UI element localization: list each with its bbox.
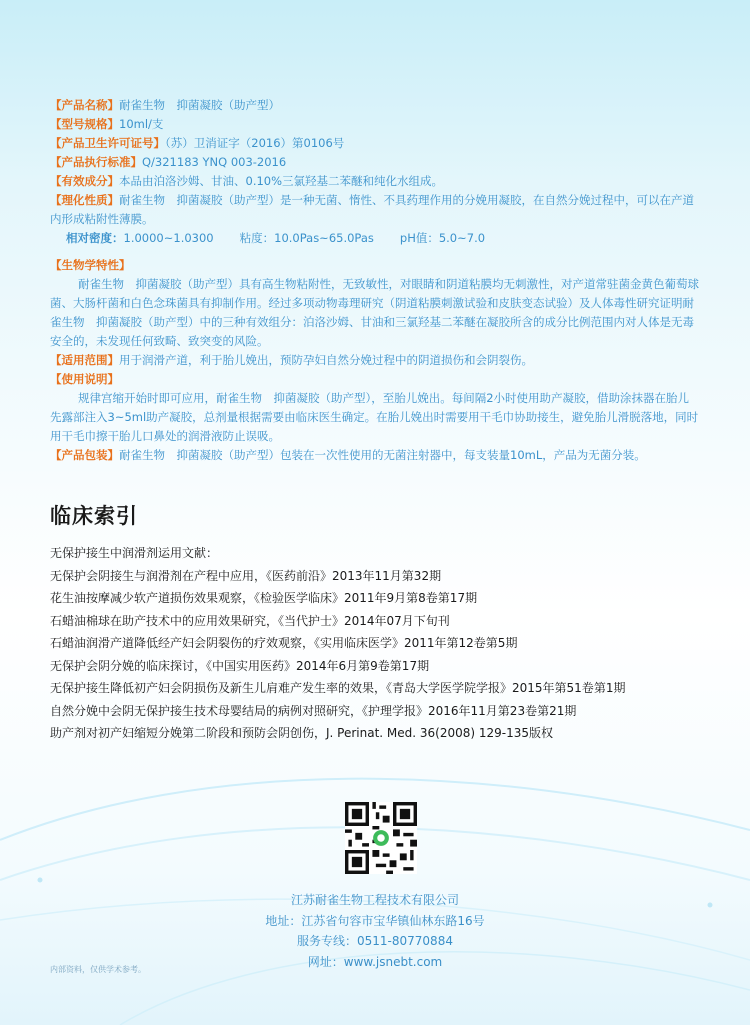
qr-code (345, 802, 417, 874)
row-product-name: 【产品名称】耐雀生物 抑菌凝胶（助产型） (50, 98, 280, 112)
reference-list (50, 565, 710, 745)
reference-item: 石蜡油棉球在助产技术中的应用效果研究，《当代护士》2014年07月下旬刊 (50, 613, 450, 628)
reference-item: 助产剂对初产妇缩短分娩第二阶段和预防会阴创伤，J. Perinat. Med. 36(2008) 129-135版权 (50, 726, 554, 740)
reference-item: 石蜡油润滑产道降低经产妇会阴裂伤的疗效观察，《实用临床医学》2011年第12卷第5期 (50, 636, 518, 650)
reference-item: 无保护会阴接生与润滑剂在产程中应用，《医药前沿》2013年11月第32期 (50, 568, 442, 583)
bio-label: 【生物学特性】 (50, 258, 131, 272)
reference-item: 无保护会阴分娩的临床探讨，《中国实用医药》2014年6月第9卷第17期 (50, 658, 430, 673)
row-package: 【产品包装】耐雀生物 抑菌凝胶（助产型）包装在一次性使用的无菌注射器中，每支装量10mL，产品为无菌分装。 (50, 448, 646, 462)
reference-item: 无保护接生降低初产妇会阴损伤及新生儿肩难产发生率的效果，《青岛大学医学院学报》2015年第51卷第1期 (50, 681, 626, 695)
row-model-spec: 【型号规格】10ml/支 (50, 117, 164, 131)
company-website: 网址：www.jsnebt.com (307, 954, 443, 969)
row-license: 【产品卫生许可证号】（苏）卫消证字（2016）第0106号 (50, 136, 345, 150)
clinical-intro: 无保护接生中润滑剂运用文献： (50, 546, 219, 560)
company-name: 江苏耐雀生物工程技术有限公司 (290, 893, 459, 907)
service-hotline: 服务专线：0511-80770884 (297, 934, 453, 948)
usage-label: 【使用说明】 (50, 372, 119, 386)
product-info (50, 96, 700, 465)
row-density: 相对密度：1.0000~1.0300 粘度：10.0Pas~65.0Pas pH值：5.0~7.0 (66, 231, 486, 245)
row-ingredients: 【有效成分】本品由泊洛沙姆、甘油、0.10%三氯羟基二苯醚和纯化水组成。 (50, 174, 444, 188)
row-properties: 【理化性质】耐雀生物 抑菌凝胶（助产型）是一种无菌、惰性、不具药理作用的分娩用凝胶，在自然分娩过程中，可以在产道内形成粘附性薄膜。 (50, 193, 694, 226)
row-standard: 【产品执行标准】Q/321183 YNQ 003-2016 (50, 155, 287, 169)
company-address: 地址：江苏省句容市宝华镇仙林东路16号 (265, 913, 485, 928)
reference-item: 花生油按摩减少软产道损伤效果观察，《检验医学临床》2011年9月第8卷第17期 (50, 591, 478, 605)
row-scope: 【适用范围】用于润滑产道，利于胎儿娩出，预防孕妇自然分娩过程中的阴道损伤和会阴裂伤。 (50, 353, 533, 367)
footnote: 内部资料，仅供学术参考。 (50, 965, 146, 974)
reference-item: 自然分娩中会阴无保护接生技术母婴结局的病例对照研究，《护理学报》2016年11月第23卷第21期 (50, 703, 577, 718)
usage-text: 规律宫缩开始时即可应用，耐雀生物 抑菌凝胶（助产型），至胎儿娩出。每间隔2小时使用助产凝胶，借助涂抹器在胎儿先露部注入3~5ml助产凝胶，总剂量根据需要由临床医生确定。在胎儿娩出时需要用干毛巾协助接生，避免胎儿滑脱落地，同时用干毛巾擦干胎儿口鼻处的润滑液防止误吸。 (50, 391, 699, 443)
bio-text: 耐雀生物 抑菌凝胶（助产型）具有高生物粘附性，无致敏性，对眼睛和阴道粘膜均无刺激性，对产道常驻菌金黄色葡萄球菌、大肠杆菌和白色念珠菌具有抑制作用。经过多项动物毒理研究（阴道粘膜刺激试验和皮肤变态试验）及人体毒性研究证明耐雀生物 抑菌凝胶（助产型）中的三种有效组分：泊洛沙姆、甘油和三氯羟基二苯醚在凝胶所含的成分比例范围内对人体是无毒安全的，未发现任何致畸、致突变的风险。 (50, 277, 699, 348)
clinical-title: 临床索引 (50, 504, 138, 528)
company-info (225, 890, 525, 972)
clinical-index (50, 500, 710, 745)
